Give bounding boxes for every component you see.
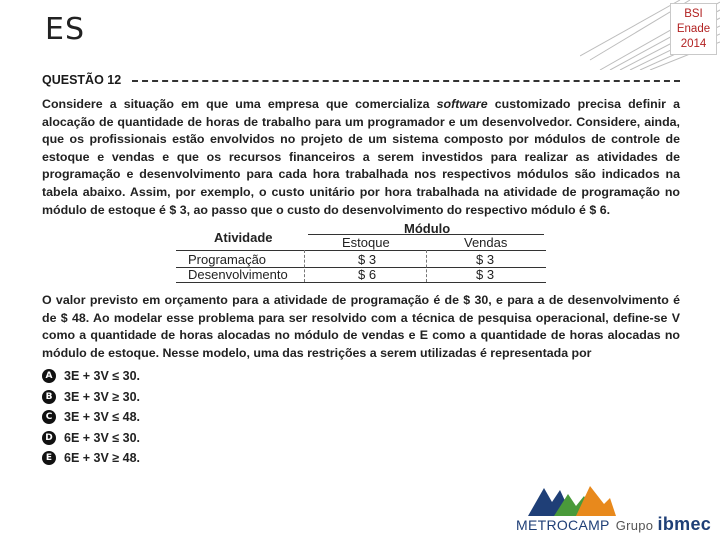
table-cell-value: $ 6 — [358, 267, 377, 282]
option-letter-icon: D — [42, 431, 56, 445]
option-text: 6E + 3V ≥ 48. — [64, 451, 141, 466]
table-activity-header: Atividade — [214, 230, 273, 245]
table-col-divider — [426, 250, 427, 282]
option-text: 3E + 3V ≤ 30. — [64, 369, 141, 384]
option-letter-icon: C — [42, 410, 56, 424]
question-statement: O valor previsto em orçamento para a atividade de programação é de $ 30, e para a de desenvolvimento é de $ 48. Ao modelar esse problema para ser resolvido com a técnica de pesquisa operacional, define-se V como a quantidade de horas alocadas no módulo de vendas e E como a quantidade de horas alocadas no módulo de estoque. Nesse modelo, uma das restrições a serem utilizadas é representada por — [42, 293, 680, 360]
logo-group: Grupo — [615, 518, 654, 533]
logo-brand: METROCAMP — [516, 517, 610, 533]
metrocamp-logo — [512, 480, 712, 536]
question-label: QUESTÃO 12 — [42, 73, 122, 87]
logo-ibmec: ibmec — [657, 514, 712, 534]
intro-italic-word: software — [436, 97, 488, 111]
table-cell-activity: Programação — [188, 252, 267, 267]
table-col-header-estoque: Estoque — [342, 235, 390, 250]
table-rule — [176, 250, 546, 251]
option-d[interactable] — [42, 428, 140, 449]
logo-wordmark — [516, 514, 711, 535]
table-cell-activity: Desenvolvimento — [188, 267, 288, 282]
question-divider — [132, 80, 680, 82]
table-cell-value: $ 3 — [358, 252, 377, 267]
option-text: 3E + 3V ≥ 30. — [64, 389, 141, 404]
badge-line-3: 2014 — [680, 38, 707, 50]
option-c[interactable] — [42, 407, 140, 428]
option-letter-icon: B — [42, 390, 56, 404]
enade-badge — [670, 3, 717, 55]
table-rule — [308, 234, 544, 235]
badge-line-1: BSI — [684, 8, 703, 20]
intro-text-end: customizado precisa definir a alocação de quantidade de horas de trabalho para um programador e um desenvolvedor. Considere, ainda, que os profissionais estão envolvidos no projeto de um sistema composto por módulos de controle de estoque e vendas e que os recursos financeiros a serem investidos para realizar as atividades de programação e desenvolvimento para cada hora trabalhada nos respectivos módulos são indicados na tabela abaixo. Assim, por exemplo, o custo unitário por hora trabalhada na atividade de programação no módulo de estoque é $ 3, ao passo que o custo do desenvolvimento do respectivo módulo é $ 6. — [42, 97, 680, 217]
table-rule — [176, 282, 546, 283]
metrocamp-mark-icon — [526, 480, 616, 516]
table-cell-value: $ 3 — [476, 252, 495, 267]
question-intro — [42, 96, 680, 219]
table-col-divider — [304, 250, 305, 282]
cost-table — [176, 218, 546, 284]
intro-text-start: Considere a situação em que uma empresa que comercializa — [42, 97, 437, 111]
badge-line-2: Enade — [676, 23, 711, 35]
table-group-header: Módulo — [404, 221, 451, 236]
table-col-header-vendas: Vendas — [464, 235, 508, 250]
option-text: 6E + 3V ≤ 30. — [64, 430, 141, 445]
answer-options — [42, 366, 140, 469]
table-cell-value: $ 3 — [476, 267, 495, 282]
option-letter-icon: A — [42, 369, 56, 383]
option-b[interactable] — [42, 387, 140, 408]
slide-title: ES — [45, 12, 85, 47]
option-e[interactable] — [42, 448, 140, 469]
option-a[interactable] — [42, 366, 140, 387]
option-letter-icon: E — [42, 451, 56, 465]
option-text: 3E + 3V ≤ 48. — [64, 410, 141, 425]
